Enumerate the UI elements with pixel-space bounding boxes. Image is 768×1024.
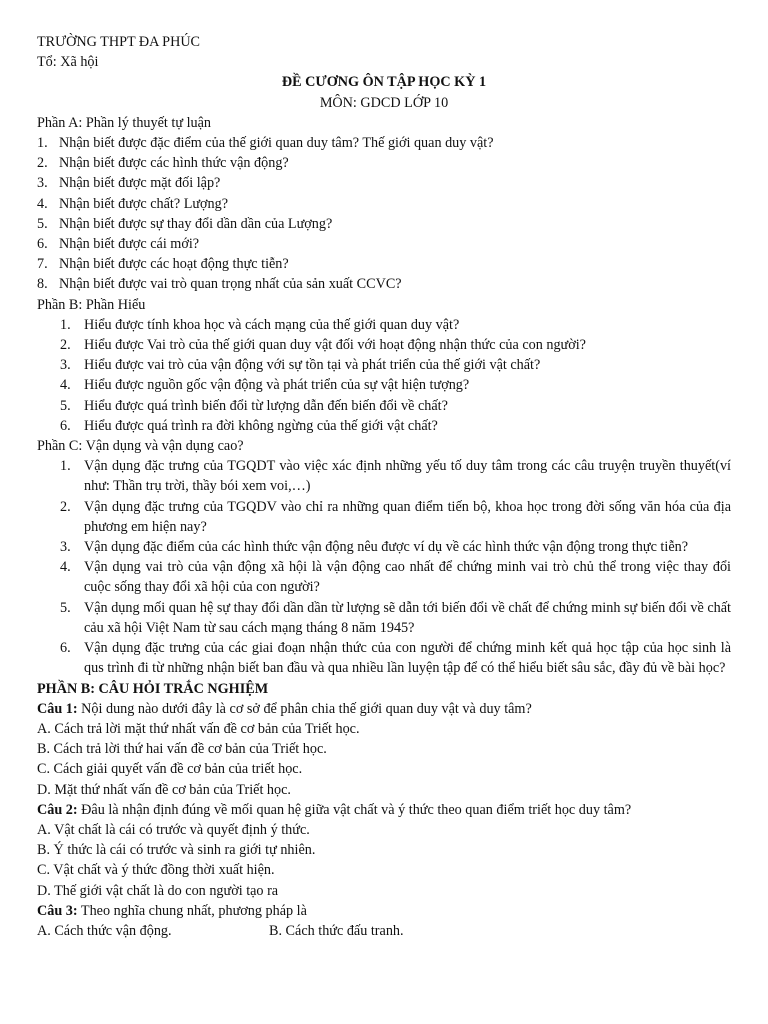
document-page [37,32,731,941]
list-item: 6. Vận dụng đặc trưng của các giai đoạn nhận thức của con người để chứng minh kết quả học tập của học sinh là qus trình đi từ những nhận biết ban đầu và qua nhiều lần luyện tập để có thể hiểu biết sâu sắc, đầy đủ về bài học? [60,640,731,677]
part-a-list [37,133,731,295]
list-item: 6. Hiểu được quá trình ra đời không ngừng của thế giới vật chất? [60,417,438,434]
answer-option: D. Mặt thứ nhất vấn đề cơ bản của Triết học. [37,781,291,798]
list-item: 7. Nhận biết được các hoạt động thực tiễn? [37,256,289,273]
list-item: 4. Vận dụng vai trò của vận động xã hội là vận động cao nhất để chứng minh vai trò chủ thể trong việc thay đổi cuộc sống thay đổi xã hội của con người? [60,559,731,596]
question-2 [37,800,731,820]
list-item: 5. Hiểu được quá trình biến đổi từ lượng dẫn đến biến đổi về chất? [60,397,448,414]
answer-option: C. Vật chất và ý thức đồng thời xuất hiện. [37,862,275,879]
part-c-heading: Phần C: Vận dụng và vận dụng cao? [37,438,244,455]
list-item: 1. Hiểu được tính khoa học và cách mạng của thế giới quan duy vật? [60,316,460,333]
answer-option: A. Cách trả lời mặt thứ nhất vấn đề cơ bản của Triết học. [37,720,360,737]
question-label: Câu 1: [37,700,78,717]
question-1 [37,699,731,719]
question-text: Nội dung nào dưới đây là cơ sở để phân chia thế giới quan duy vật và duy tâm? [77,700,532,717]
part-b-list [37,315,731,436]
list-item: 1. Vận dụng đặc trưng của TGQDT vào việc xác định những yếu tố duy tâm trong các câu truyện truyền thuyết(ví như: Thần trụ trời, thầy bói xem voi,…) [60,458,731,495]
quiz-heading: PHẦN B: CÂU HỎI TRẮC NGHIỆM [37,680,269,697]
document-subject: MÔN: GDCD LỚP 10 [319,94,449,111]
list-item: 6. Nhận biết được cái mới? [37,236,200,253]
list-item: 8. Nhận biết được vai trò quan trọng nhất của sản xuất CCVC? [37,276,402,293]
list-item: 5. Nhận biết được sự thay đổi dần dần của Lượng? [37,215,333,232]
list-item: 5. Vận dụng mối quan hệ sự thay đổi dần dần từ lượng sẽ dẫn tới biến đổi về chất để chứng minh sự biến đổi về chất cảu xã hội Việt Nam từ sau cách mạng tháng 8 năm 1945? [60,599,731,636]
answer-option: A. Vật chất là cái có trước và quyết định ý thức. [37,821,310,838]
list-item: 3. Nhận biết được mặt đối lập? [37,175,221,192]
question-label: Câu 2: [37,801,78,818]
list-item: 4. Nhận biết được chất? Lượng? [37,195,229,212]
answer-option: C. Cách giải quyết vấn đề cơ bản của triết học. [37,761,303,778]
answer-options-row [37,921,731,941]
list-item: 2. Hiểu được Vai trò của thế giới quan duy vật đối với hoạt động nhận thức của con người? [60,337,586,354]
document-title: ĐỀ CƯƠNG ÔN TẬP HỌC KỲ 1 [281,74,487,91]
list-item: 4. Hiểu được nguồn gốc vận động và phát triển của sự vật hiện tượng? [60,377,470,394]
answer-option: D. Thế giới vật chất là do con người tạo ra [37,882,279,899]
question-3 [37,901,731,921]
answer-option: A. Cách thức vận động. [37,922,172,939]
list-item: 3. Vận dụng đặc điểm của các hình thức vận động nêu được ví dụ về các hình thức vận động trong thực tiễn? [60,539,689,556]
question-text: Đâu là nhận định đúng về mối quan hệ giữa vật chất và ý thức theo quan điểm triết học duy tâm? [77,801,632,818]
part-a-heading: Phần A: Phần lý thuyết tự luận [37,114,211,131]
answer-option: B. Ý thức là cái có trước và sinh ra giới tự nhiên. [37,842,316,859]
question-text: Theo nghĩa chung nhất, phương pháp là [77,902,307,919]
part-c-list [37,456,731,678]
answer-option: B. Cách thức đấu tranh. [269,922,404,939]
department-name: Tổ: Xã hội [37,54,99,71]
answer-option: B. Cách trả lời thứ hai vấn đề cơ bản của Triết học. [37,741,327,758]
part-b-heading: Phần B: Phần Hiểu [37,296,146,313]
list-item: 3. Hiểu được vai trò của vận động với sự tồn tại và phát triển của thế giới vật chất? [60,357,541,374]
list-item: 2. Nhận biết được các hình thức vận động? [37,155,289,172]
school-name: TRƯỜNG THPT ĐA PHÚC [37,34,201,50]
list-item: 1. Nhận biết được đặc điểm của thế giới quan duy tâm? Thế giới quan duy vật? [37,135,494,152]
question-label: Câu 3: [37,902,78,919]
list-item: 2. Vận dụng đặc trưng của TGQDV vào chỉ ra những quan điểm tiến bộ, khoa học trong đời sống văn hóa của địa phương em hiện nay? [60,498,731,535]
